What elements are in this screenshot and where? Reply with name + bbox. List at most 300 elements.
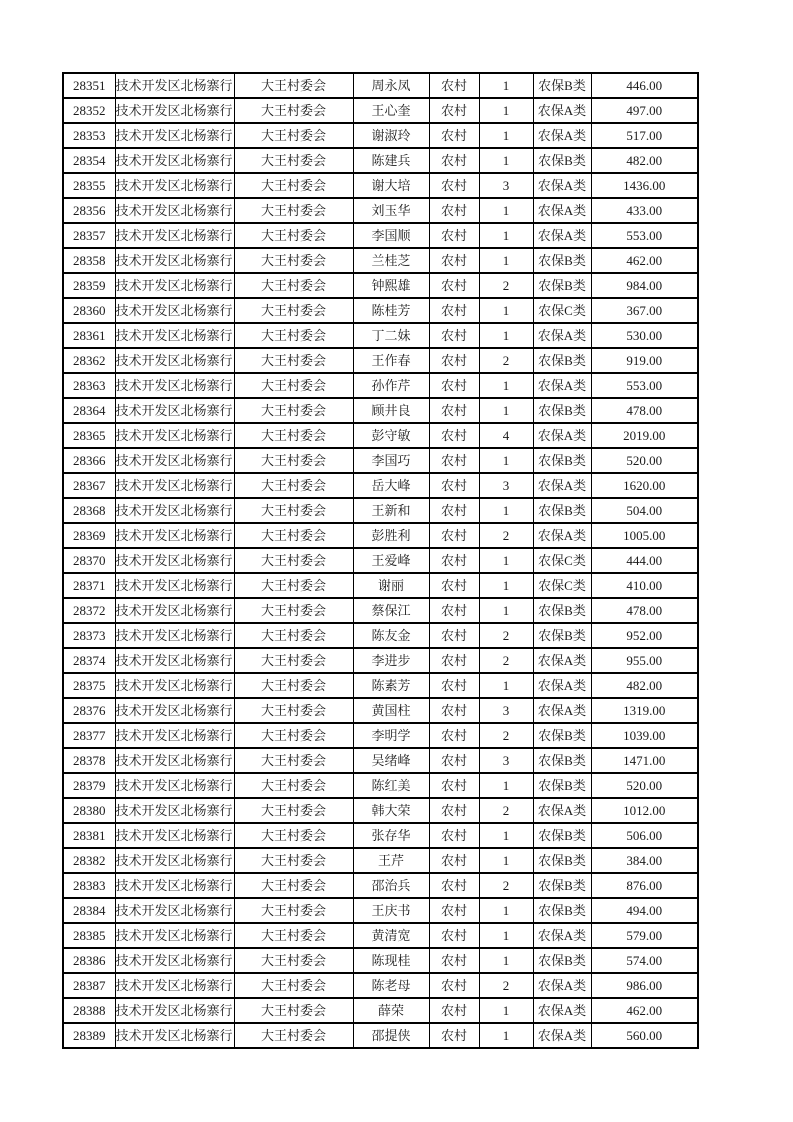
pension-roster-table bbox=[62, 72, 699, 1049]
table-row bbox=[63, 748, 698, 773]
person-name-cell: 陈老母 bbox=[353, 973, 429, 998]
district-cell: 技术开发区北杨寨行 bbox=[115, 523, 234, 548]
row-id-cell: 28369 bbox=[63, 523, 115, 548]
district-cell: 技术开发区北杨寨行 bbox=[115, 998, 234, 1023]
amount-cell: 952.00 bbox=[591, 623, 698, 648]
village-committee-cell: 大王村委会 bbox=[234, 698, 353, 723]
headcount-cell: 2 bbox=[479, 973, 533, 998]
amount-cell: 876.00 bbox=[591, 873, 698, 898]
residence-type-cell: 农村 bbox=[429, 948, 479, 973]
residence-type-cell: 农村 bbox=[429, 923, 479, 948]
amount-cell: 579.00 bbox=[591, 923, 698, 948]
headcount-cell: 1 bbox=[479, 448, 533, 473]
residence-type-cell: 农村 bbox=[429, 248, 479, 273]
amount-cell: 984.00 bbox=[591, 273, 698, 298]
table-row bbox=[63, 1023, 698, 1048]
table-row bbox=[63, 223, 698, 248]
row-id-cell: 28383 bbox=[63, 873, 115, 898]
insurance-category-cell: 农保B类 bbox=[533, 273, 591, 298]
district-cell: 技术开发区北杨寨行 bbox=[115, 698, 234, 723]
village-committee-cell: 大王村委会 bbox=[234, 98, 353, 123]
headcount-cell: 1 bbox=[479, 73, 533, 98]
district-cell: 技术开发区北杨寨行 bbox=[115, 348, 234, 373]
district-cell: 技术开发区北杨寨行 bbox=[115, 223, 234, 248]
amount-cell: 433.00 bbox=[591, 198, 698, 223]
table-row bbox=[63, 898, 698, 923]
person-name-cell: 顾井良 bbox=[353, 398, 429, 423]
residence-type-cell: 农村 bbox=[429, 398, 479, 423]
insurance-category-cell: 农保B类 bbox=[533, 348, 591, 373]
district-cell: 技术开发区北杨寨行 bbox=[115, 273, 234, 298]
person-name-cell: 陈建兵 bbox=[353, 148, 429, 173]
village-committee-cell: 大王村委会 bbox=[234, 298, 353, 323]
district-cell: 技术开发区北杨寨行 bbox=[115, 148, 234, 173]
row-id-cell: 28375 bbox=[63, 673, 115, 698]
row-id-cell: 28352 bbox=[63, 98, 115, 123]
residence-type-cell: 农村 bbox=[429, 1023, 479, 1048]
row-id-cell: 28364 bbox=[63, 398, 115, 423]
row-id-cell: 28384 bbox=[63, 898, 115, 923]
district-cell: 技术开发区北杨寨行 bbox=[115, 198, 234, 223]
village-committee-cell: 大王村委会 bbox=[234, 523, 353, 548]
insurance-category-cell: 农保C类 bbox=[533, 573, 591, 598]
headcount-cell: 1 bbox=[479, 123, 533, 148]
row-id-cell: 28386 bbox=[63, 948, 115, 973]
person-name-cell: 丁二妹 bbox=[353, 323, 429, 348]
residence-type-cell: 农村 bbox=[429, 723, 479, 748]
village-committee-cell: 大王村委会 bbox=[234, 448, 353, 473]
residence-type-cell: 农村 bbox=[429, 473, 479, 498]
row-id-cell: 28358 bbox=[63, 248, 115, 273]
table-row bbox=[63, 273, 698, 298]
residence-type-cell: 农村 bbox=[429, 148, 479, 173]
table-row bbox=[63, 548, 698, 573]
row-id-cell: 28366 bbox=[63, 448, 115, 473]
insurance-category-cell: 农保A类 bbox=[533, 523, 591, 548]
village-committee-cell: 大王村委会 bbox=[234, 373, 353, 398]
headcount-cell: 1 bbox=[479, 373, 533, 398]
table-row bbox=[63, 923, 698, 948]
insurance-category-cell: 农保B类 bbox=[533, 823, 591, 848]
residence-type-cell: 农村 bbox=[429, 223, 479, 248]
person-name-cell: 陈现桂 bbox=[353, 948, 429, 973]
table-row bbox=[63, 948, 698, 973]
row-id-cell: 28387 bbox=[63, 973, 115, 998]
amount-cell: 1471.00 bbox=[591, 748, 698, 773]
headcount-cell: 1 bbox=[479, 248, 533, 273]
table-row bbox=[63, 298, 698, 323]
person-name-cell: 陈友金 bbox=[353, 623, 429, 648]
residence-type-cell: 农村 bbox=[429, 798, 479, 823]
district-cell: 技术开发区北杨寨行 bbox=[115, 898, 234, 923]
person-name-cell: 李国巧 bbox=[353, 448, 429, 473]
district-cell: 技术开发区北杨寨行 bbox=[115, 798, 234, 823]
headcount-cell: 1 bbox=[479, 548, 533, 573]
headcount-cell: 1 bbox=[479, 1023, 533, 1048]
person-name-cell: 李进步 bbox=[353, 648, 429, 673]
headcount-cell: 1 bbox=[479, 598, 533, 623]
residence-type-cell: 农村 bbox=[429, 298, 479, 323]
person-name-cell: 邵治兵 bbox=[353, 873, 429, 898]
residence-type-cell: 农村 bbox=[429, 698, 479, 723]
person-name-cell: 刘玉华 bbox=[353, 198, 429, 223]
person-name-cell: 陈桂芳 bbox=[353, 298, 429, 323]
table-row bbox=[63, 723, 698, 748]
insurance-category-cell: 农保A类 bbox=[533, 323, 591, 348]
village-committee-cell: 大王村委会 bbox=[234, 973, 353, 998]
person-name-cell: 王庆书 bbox=[353, 898, 429, 923]
table-row bbox=[63, 773, 698, 798]
village-committee-cell: 大王村委会 bbox=[234, 548, 353, 573]
table-row bbox=[63, 848, 698, 873]
district-cell: 技术开发区北杨寨行 bbox=[115, 448, 234, 473]
insurance-category-cell: 农保C类 bbox=[533, 548, 591, 573]
headcount-cell: 3 bbox=[479, 748, 533, 773]
insurance-category-cell: 农保C类 bbox=[533, 298, 591, 323]
village-committee-cell: 大王村委会 bbox=[234, 798, 353, 823]
village-committee-cell: 大王村委会 bbox=[234, 823, 353, 848]
insurance-category-cell: 农保A类 bbox=[533, 98, 591, 123]
row-id-cell: 28362 bbox=[63, 348, 115, 373]
table-row bbox=[63, 698, 698, 723]
village-committee-cell: 大王村委会 bbox=[234, 948, 353, 973]
district-cell: 技术开发区北杨寨行 bbox=[115, 173, 234, 198]
amount-cell: 384.00 bbox=[591, 848, 698, 873]
residence-type-cell: 农村 bbox=[429, 648, 479, 673]
amount-cell: 506.00 bbox=[591, 823, 698, 848]
insurance-category-cell: 农保B类 bbox=[533, 873, 591, 898]
table-row bbox=[63, 373, 698, 398]
amount-cell: 367.00 bbox=[591, 298, 698, 323]
headcount-cell: 2 bbox=[479, 723, 533, 748]
headcount-cell: 1 bbox=[479, 223, 533, 248]
amount-cell: 1436.00 bbox=[591, 173, 698, 198]
row-id-cell: 28385 bbox=[63, 923, 115, 948]
table-row bbox=[63, 648, 698, 673]
district-cell: 技术开发区北杨寨行 bbox=[115, 423, 234, 448]
district-cell: 技术开发区北杨寨行 bbox=[115, 248, 234, 273]
person-name-cell: 薛荣 bbox=[353, 998, 429, 1023]
residence-type-cell: 农村 bbox=[429, 173, 479, 198]
headcount-cell: 1 bbox=[479, 498, 533, 523]
headcount-cell: 1 bbox=[479, 323, 533, 348]
insurance-category-cell: 农保A类 bbox=[533, 648, 591, 673]
insurance-category-cell: 农保A类 bbox=[533, 373, 591, 398]
person-name-cell: 李国顺 bbox=[353, 223, 429, 248]
insurance-category-cell: 农保B类 bbox=[533, 723, 591, 748]
person-name-cell: 韩大荣 bbox=[353, 798, 429, 823]
insurance-category-cell: 农保B类 bbox=[533, 748, 591, 773]
village-committee-cell: 大王村委会 bbox=[234, 348, 353, 373]
district-cell: 技术开发区北杨寨行 bbox=[115, 823, 234, 848]
headcount-cell: 3 bbox=[479, 698, 533, 723]
residence-type-cell: 农村 bbox=[429, 848, 479, 873]
amount-cell: 1005.00 bbox=[591, 523, 698, 548]
district-cell: 技术开发区北杨寨行 bbox=[115, 573, 234, 598]
residence-type-cell: 农村 bbox=[429, 573, 479, 598]
district-cell: 技术开发区北杨寨行 bbox=[115, 973, 234, 998]
headcount-cell: 2 bbox=[479, 273, 533, 298]
insurance-category-cell: 农保B类 bbox=[533, 598, 591, 623]
district-cell: 技术开发区北杨寨行 bbox=[115, 648, 234, 673]
insurance-category-cell: 农保B类 bbox=[533, 948, 591, 973]
insurance-category-cell: 农保A类 bbox=[533, 173, 591, 198]
residence-type-cell: 农村 bbox=[429, 873, 479, 898]
residence-type-cell: 农村 bbox=[429, 423, 479, 448]
amount-cell: 1620.00 bbox=[591, 473, 698, 498]
residence-type-cell: 农村 bbox=[429, 998, 479, 1023]
table-row bbox=[63, 198, 698, 223]
amount-cell: 494.00 bbox=[591, 898, 698, 923]
table-row bbox=[63, 323, 698, 348]
village-committee-cell: 大王村委会 bbox=[234, 773, 353, 798]
district-cell: 技术开发区北杨寨行 bbox=[115, 873, 234, 898]
residence-type-cell: 农村 bbox=[429, 198, 479, 223]
table-row bbox=[63, 248, 698, 273]
row-id-cell: 28379 bbox=[63, 773, 115, 798]
row-id-cell: 28353 bbox=[63, 123, 115, 148]
amount-cell: 955.00 bbox=[591, 648, 698, 673]
person-name-cell: 黄清宽 bbox=[353, 923, 429, 948]
table-row bbox=[63, 823, 698, 848]
residence-type-cell: 农村 bbox=[429, 323, 479, 348]
row-id-cell: 28360 bbox=[63, 298, 115, 323]
district-cell: 技术开发区北杨寨行 bbox=[115, 723, 234, 748]
headcount-cell: 1 bbox=[479, 948, 533, 973]
table-row bbox=[63, 523, 698, 548]
village-committee-cell: 大王村委会 bbox=[234, 248, 353, 273]
district-cell: 技术开发区北杨寨行 bbox=[115, 73, 234, 98]
district-cell: 技术开发区北杨寨行 bbox=[115, 398, 234, 423]
person-name-cell: 王作春 bbox=[353, 348, 429, 373]
row-id-cell: 28378 bbox=[63, 748, 115, 773]
district-cell: 技术开发区北杨寨行 bbox=[115, 373, 234, 398]
residence-type-cell: 农村 bbox=[429, 523, 479, 548]
table-row bbox=[63, 473, 698, 498]
row-id-cell: 28374 bbox=[63, 648, 115, 673]
amount-cell: 482.00 bbox=[591, 673, 698, 698]
person-name-cell: 邵提侠 bbox=[353, 1023, 429, 1048]
residence-type-cell: 农村 bbox=[429, 598, 479, 623]
village-committee-cell: 大王村委会 bbox=[234, 173, 353, 198]
amount-cell: 1319.00 bbox=[591, 698, 698, 723]
row-id-cell: 28376 bbox=[63, 698, 115, 723]
residence-type-cell: 农村 bbox=[429, 898, 479, 923]
amount-cell: 444.00 bbox=[591, 548, 698, 573]
headcount-cell: 3 bbox=[479, 173, 533, 198]
headcount-cell: 1 bbox=[479, 848, 533, 873]
person-name-cell: 陈红美 bbox=[353, 773, 429, 798]
person-name-cell: 王爱峰 bbox=[353, 548, 429, 573]
insurance-category-cell: 农保B类 bbox=[533, 773, 591, 798]
insurance-category-cell: 农保A类 bbox=[533, 998, 591, 1023]
residence-type-cell: 农村 bbox=[429, 973, 479, 998]
row-id-cell: 28377 bbox=[63, 723, 115, 748]
headcount-cell: 4 bbox=[479, 423, 533, 448]
headcount-cell: 2 bbox=[479, 623, 533, 648]
village-committee-cell: 大王村委会 bbox=[234, 998, 353, 1023]
table-row bbox=[63, 973, 698, 998]
headcount-cell: 1 bbox=[479, 298, 533, 323]
person-name-cell: 周永凤 bbox=[353, 73, 429, 98]
table-row bbox=[63, 998, 698, 1023]
person-name-cell: 彭守敏 bbox=[353, 423, 429, 448]
row-id-cell: 28363 bbox=[63, 373, 115, 398]
table-row bbox=[63, 598, 698, 623]
table-row bbox=[63, 423, 698, 448]
district-cell: 技术开发区北杨寨行 bbox=[115, 548, 234, 573]
person-name-cell: 李明学 bbox=[353, 723, 429, 748]
table-row bbox=[63, 123, 698, 148]
person-name-cell: 钟熙雄 bbox=[353, 273, 429, 298]
pension-table-body bbox=[63, 73, 698, 1048]
village-committee-cell: 大王村委会 bbox=[234, 423, 353, 448]
insurance-category-cell: 农保A类 bbox=[533, 223, 591, 248]
residence-type-cell: 农村 bbox=[429, 123, 479, 148]
person-name-cell: 谢丽 bbox=[353, 573, 429, 598]
district-cell: 技术开发区北杨寨行 bbox=[115, 473, 234, 498]
village-committee-cell: 大王村委会 bbox=[234, 223, 353, 248]
headcount-cell: 1 bbox=[479, 923, 533, 948]
table-row bbox=[63, 73, 698, 98]
headcount-cell: 2 bbox=[479, 873, 533, 898]
row-id-cell: 28351 bbox=[63, 73, 115, 98]
row-id-cell: 28367 bbox=[63, 473, 115, 498]
person-name-cell: 岳大峰 bbox=[353, 473, 429, 498]
table-row bbox=[63, 173, 698, 198]
village-committee-cell: 大王村委会 bbox=[234, 673, 353, 698]
village-committee-cell: 大王村委会 bbox=[234, 1023, 353, 1048]
person-name-cell: 蔡保江 bbox=[353, 598, 429, 623]
insurance-category-cell: 农保B类 bbox=[533, 248, 591, 273]
amount-cell: 520.00 bbox=[591, 448, 698, 473]
row-id-cell: 28365 bbox=[63, 423, 115, 448]
person-name-cell: 陈素芳 bbox=[353, 673, 429, 698]
amount-cell: 520.00 bbox=[591, 773, 698, 798]
village-committee-cell: 大王村委会 bbox=[234, 573, 353, 598]
insurance-category-cell: 农保A类 bbox=[533, 673, 591, 698]
amount-cell: 410.00 bbox=[591, 573, 698, 598]
row-id-cell: 28356 bbox=[63, 198, 115, 223]
row-id-cell: 28371 bbox=[63, 573, 115, 598]
village-committee-cell: 大王村委会 bbox=[234, 323, 353, 348]
insurance-category-cell: 农保A类 bbox=[533, 973, 591, 998]
insurance-category-cell: 农保A类 bbox=[533, 123, 591, 148]
person-name-cell: 吴绪峰 bbox=[353, 748, 429, 773]
village-committee-cell: 大王村委会 bbox=[234, 123, 353, 148]
headcount-cell: 1 bbox=[479, 148, 533, 173]
person-name-cell: 王芹 bbox=[353, 848, 429, 873]
district-cell: 技术开发区北杨寨行 bbox=[115, 598, 234, 623]
table-row bbox=[63, 873, 698, 898]
village-committee-cell: 大王村委会 bbox=[234, 498, 353, 523]
district-cell: 技术开发区北杨寨行 bbox=[115, 1023, 234, 1048]
amount-cell: 462.00 bbox=[591, 248, 698, 273]
headcount-cell: 1 bbox=[479, 198, 533, 223]
district-cell: 技术开发区北杨寨行 bbox=[115, 948, 234, 973]
row-id-cell: 28388 bbox=[63, 998, 115, 1023]
headcount-cell: 2 bbox=[479, 348, 533, 373]
table-row bbox=[63, 673, 698, 698]
row-id-cell: 28368 bbox=[63, 498, 115, 523]
amount-cell: 1012.00 bbox=[591, 798, 698, 823]
amount-cell: 517.00 bbox=[591, 123, 698, 148]
person-name-cell: 黄国柱 bbox=[353, 698, 429, 723]
village-committee-cell: 大王村委会 bbox=[234, 873, 353, 898]
district-cell: 技术开发区北杨寨行 bbox=[115, 623, 234, 648]
table-row bbox=[63, 348, 698, 373]
person-name-cell: 张存华 bbox=[353, 823, 429, 848]
amount-cell: 986.00 bbox=[591, 973, 698, 998]
insurance-category-cell: 农保B类 bbox=[533, 898, 591, 923]
village-committee-cell: 大王村委会 bbox=[234, 398, 353, 423]
district-cell: 技术开发区北杨寨行 bbox=[115, 298, 234, 323]
residence-type-cell: 农村 bbox=[429, 823, 479, 848]
headcount-cell: 1 bbox=[479, 823, 533, 848]
table-row bbox=[63, 448, 698, 473]
insurance-category-cell: 农保B类 bbox=[533, 448, 591, 473]
row-id-cell: 28354 bbox=[63, 148, 115, 173]
residence-type-cell: 农村 bbox=[429, 448, 479, 473]
table-row bbox=[63, 98, 698, 123]
amount-cell: 560.00 bbox=[591, 1023, 698, 1048]
district-cell: 技术开发区北杨寨行 bbox=[115, 773, 234, 798]
table-row bbox=[63, 573, 698, 598]
village-committee-cell: 大王村委会 bbox=[234, 898, 353, 923]
headcount-cell: 1 bbox=[479, 898, 533, 923]
headcount-cell: 1 bbox=[479, 998, 533, 1023]
amount-cell: 530.00 bbox=[591, 323, 698, 348]
district-cell: 技术开发区北杨寨行 bbox=[115, 748, 234, 773]
insurance-category-cell: 农保B类 bbox=[533, 148, 591, 173]
district-cell: 技术开发区北杨寨行 bbox=[115, 848, 234, 873]
amount-cell: 919.00 bbox=[591, 348, 698, 373]
person-name-cell: 孙作芹 bbox=[353, 373, 429, 398]
row-id-cell: 28382 bbox=[63, 848, 115, 873]
village-committee-cell: 大王村委会 bbox=[234, 723, 353, 748]
residence-type-cell: 农村 bbox=[429, 548, 479, 573]
amount-cell: 482.00 bbox=[591, 148, 698, 173]
headcount-cell: 1 bbox=[479, 773, 533, 798]
insurance-category-cell: 农保A类 bbox=[533, 698, 591, 723]
district-cell: 技术开发区北杨寨行 bbox=[115, 673, 234, 698]
insurance-category-cell: 农保A类 bbox=[533, 423, 591, 448]
row-id-cell: 28355 bbox=[63, 173, 115, 198]
insurance-category-cell: 农保B类 bbox=[533, 623, 591, 648]
headcount-cell: 2 bbox=[479, 648, 533, 673]
village-committee-cell: 大王村委会 bbox=[234, 473, 353, 498]
headcount-cell: 1 bbox=[479, 98, 533, 123]
amount-cell: 553.00 bbox=[591, 223, 698, 248]
village-committee-cell: 大王村委会 bbox=[234, 623, 353, 648]
amount-cell: 446.00 bbox=[591, 73, 698, 98]
row-id-cell: 28357 bbox=[63, 223, 115, 248]
table-row bbox=[63, 148, 698, 173]
amount-cell: 478.00 bbox=[591, 598, 698, 623]
village-committee-cell: 大王村委会 bbox=[234, 198, 353, 223]
table-row bbox=[63, 398, 698, 423]
insurance-category-cell: 农保A类 bbox=[533, 1023, 591, 1048]
amount-cell: 497.00 bbox=[591, 98, 698, 123]
residence-type-cell: 农村 bbox=[429, 773, 479, 798]
residence-type-cell: 农村 bbox=[429, 98, 479, 123]
insurance-category-cell: 农保B类 bbox=[533, 398, 591, 423]
row-id-cell: 28370 bbox=[63, 548, 115, 573]
row-id-cell: 28380 bbox=[63, 798, 115, 823]
insurance-category-cell: 农保B类 bbox=[533, 848, 591, 873]
person-name-cell: 谢大培 bbox=[353, 173, 429, 198]
village-committee-cell: 大王村委会 bbox=[234, 148, 353, 173]
